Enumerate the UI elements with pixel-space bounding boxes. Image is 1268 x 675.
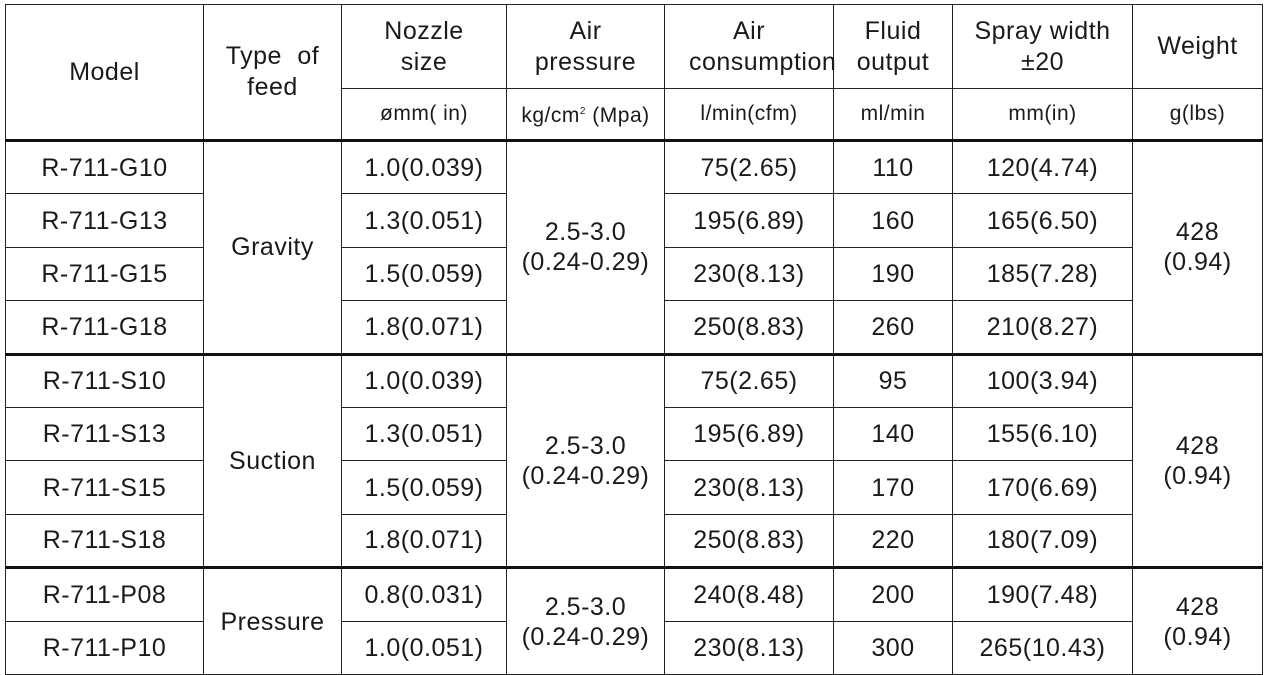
cell-air-pressure xyxy=(507,354,665,568)
unit-air-pressure-sup: 2 xyxy=(579,106,586,117)
unit-air-consumption: l/min(cfm) xyxy=(665,89,834,141)
cell-nozzle-size: 1.0(0.039) xyxy=(342,354,507,407)
cell-air-consumption: 195(6.89) xyxy=(665,407,834,460)
cell-air-consumption: 250(8.83) xyxy=(665,301,834,354)
cell-air-consumption: 195(6.89) xyxy=(665,194,834,247)
air-pressure-value: 2.5-3.0 xyxy=(544,431,627,460)
table-row xyxy=(6,354,1263,407)
cell-model: R-711-S18 xyxy=(6,514,204,567)
cell-nozzle-size: 1.8(0.071) xyxy=(342,514,507,567)
header-air-pressure-text: Air pressure xyxy=(534,16,637,76)
cell-nozzle-size: 1.5(0.059) xyxy=(342,461,507,514)
unit-air-pressure xyxy=(507,89,665,141)
unit-nozzle-size: ømm( in) xyxy=(342,89,507,141)
header-type-of-feed-text: Type of feed xyxy=(225,42,320,101)
cell-fluid-output: 140 xyxy=(834,407,953,460)
header-spray-width-text: Spray width ±20 xyxy=(974,16,1111,76)
unit-air-pressure-tail: (Mpa) xyxy=(585,104,650,127)
cell-weight xyxy=(1133,568,1263,675)
cell-air-consumption: 230(8.13) xyxy=(665,461,834,514)
cell-model: R-711-P10 xyxy=(6,621,204,674)
cell-model: R-711-S10 xyxy=(6,354,204,407)
header-row xyxy=(6,5,1263,89)
cell-spray-width: 265(10.43) xyxy=(953,621,1133,674)
cell-weight xyxy=(1133,354,1263,568)
cell-air-pressure xyxy=(507,141,665,355)
cell-model: R-711-G13 xyxy=(6,194,204,247)
cell-air-consumption: 230(8.13) xyxy=(665,247,834,300)
header-fluid-output xyxy=(834,5,953,89)
cell-spray-width: 190(7.48) xyxy=(953,568,1133,621)
cell-model: R-711-G18 xyxy=(6,301,204,354)
header-weight: Weight xyxy=(1133,5,1263,89)
air-pressure-mpa: (0.24-0.29) xyxy=(521,461,650,490)
air-pressure-mpa: (0.24-0.29) xyxy=(521,248,650,277)
cell-nozzle-size: 1.3(0.051) xyxy=(342,407,507,460)
header-model: Model xyxy=(6,5,204,141)
header-air-consumption xyxy=(665,5,837,89)
spec-table xyxy=(5,4,1263,675)
cell-feed-type: Pressure xyxy=(204,568,342,675)
cell-air-consumption: 250(8.83) xyxy=(665,514,834,567)
cell-spray-width: 170(6.69) xyxy=(953,461,1133,514)
table-row xyxy=(6,568,1263,621)
cell-model: R-711-S13 xyxy=(6,407,204,460)
header-nozzle-size xyxy=(342,5,507,89)
cell-nozzle-size: 1.5(0.059) xyxy=(342,247,507,300)
cell-nozzle-size: 1.0(0.051) xyxy=(342,621,507,674)
cell-spray-width: 120(4.74) xyxy=(953,141,1133,194)
cell-fluid-output: 160 xyxy=(834,194,953,247)
air-pressure-mpa: (0.24-0.29) xyxy=(521,622,650,651)
header-air-consumption-text: Air consumption xyxy=(689,16,837,76)
cell-model: R-711-G10 xyxy=(6,141,204,194)
cell-model: R-711-G15 xyxy=(6,247,204,300)
cell-fluid-output: 200 xyxy=(834,568,953,621)
cell-weight xyxy=(1133,141,1263,355)
cell-nozzle-size: 1.0(0.039) xyxy=(342,141,507,194)
cell-fluid-output: 220 xyxy=(834,514,953,567)
cell-fluid-output: 110 xyxy=(834,141,953,194)
cell-spray-width: 210(8.27) xyxy=(953,301,1133,354)
cell-fluid-output: 300 xyxy=(834,621,953,674)
air-pressure-value: 2.5-3.0 xyxy=(544,218,627,247)
cell-nozzle-size: 0.8(0.031) xyxy=(342,568,507,621)
cell-fluid-output: 95 xyxy=(834,354,953,407)
weight-lbs: (0.94) xyxy=(1163,622,1232,651)
cell-spray-width: 100(3.94) xyxy=(953,354,1133,407)
header-air-pressure xyxy=(507,5,665,89)
header-spray-width xyxy=(953,5,1133,89)
cell-air-consumption: 75(2.65) xyxy=(665,141,834,194)
cell-spray-width: 185(7.28) xyxy=(953,247,1133,300)
unit-air-pressure-main: kg/cm xyxy=(521,104,580,127)
cell-fluid-output: 170 xyxy=(834,461,953,514)
cell-fluid-output: 190 xyxy=(834,247,953,300)
weight-grams: 428 xyxy=(1175,431,1220,460)
header-fluid-output-text: Fluid output xyxy=(856,16,930,76)
weight-grams: 428 xyxy=(1175,218,1220,247)
cell-nozzle-size: 1.3(0.051) xyxy=(342,194,507,247)
unit-fluid-output: ml/min xyxy=(834,89,953,141)
cell-spray-width: 165(6.50) xyxy=(953,194,1133,247)
cell-air-consumption: 75(2.65) xyxy=(665,354,834,407)
weight-lbs: (0.94) xyxy=(1163,461,1232,490)
table-row xyxy=(6,141,1263,194)
cell-air-consumption: 240(8.48) xyxy=(665,568,834,621)
cell-model: R-711-P08 xyxy=(6,568,204,621)
cell-nozzle-size: 1.8(0.071) xyxy=(342,301,507,354)
air-pressure-value: 2.5-3.0 xyxy=(544,592,627,621)
unit-weight: g(lbs) xyxy=(1133,89,1263,141)
cell-spray-width: 155(6.10) xyxy=(953,407,1133,460)
cell-model: R-711-S15 xyxy=(6,461,204,514)
header-type-of-feed xyxy=(204,5,342,141)
unit-spray-width: mm(in) xyxy=(953,89,1133,141)
cell-spray-width: 180(7.09) xyxy=(953,514,1133,567)
header-nozzle-size-text: Nozzle size xyxy=(384,16,464,76)
cell-air-pressure xyxy=(507,568,665,675)
cell-air-consumption: 230(8.13) xyxy=(665,621,834,674)
cell-feed-type: Suction xyxy=(204,354,342,568)
cell-fluid-output: 260 xyxy=(834,301,953,354)
cell-feed-type: Gravity xyxy=(204,141,342,355)
weight-lbs: (0.94) xyxy=(1163,248,1232,277)
weight-grams: 428 xyxy=(1175,592,1220,621)
